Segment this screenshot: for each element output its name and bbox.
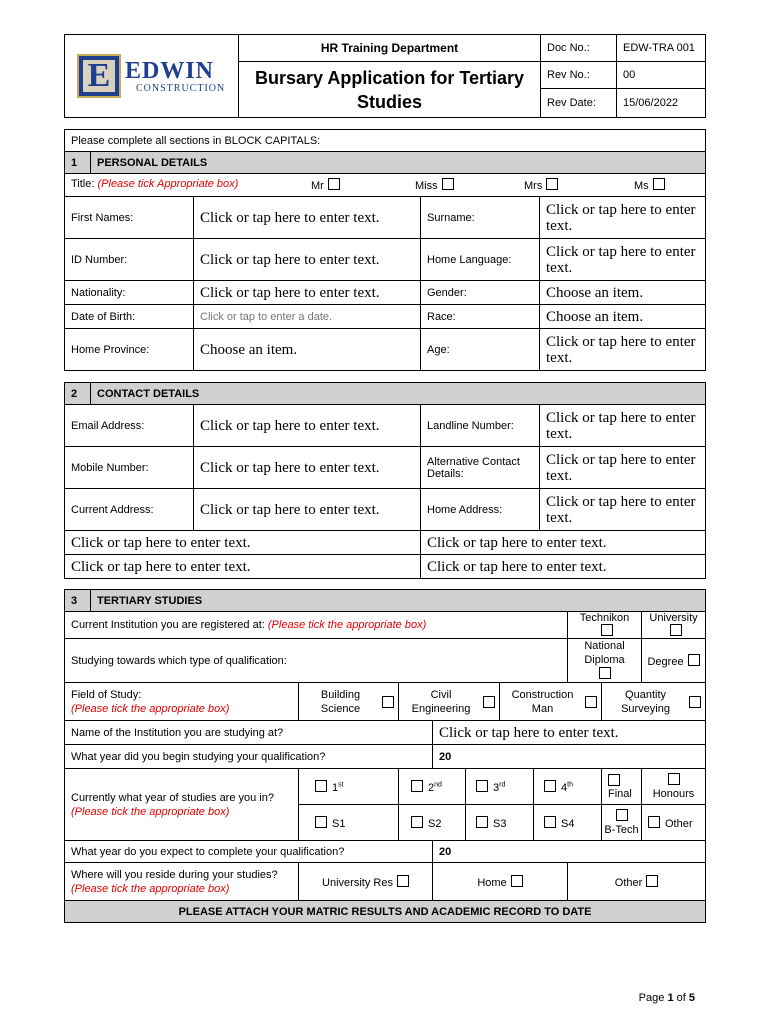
rev-date-value: 15/06/2022 [617,89,706,118]
begin-year-label: What year did you begin studying your qualification? [65,745,433,769]
gender-select[interactable]: Choose an item. [540,281,706,305]
home-address-field[interactable]: Click or tap here to enter text. [540,489,706,531]
first-names-label: First Names: [65,197,194,239]
alt-contact-label: Alternative Contact Details: [421,447,540,489]
complete-year-label: What year do you expect to complete your qualification? [65,841,433,863]
title-note: (Please tick Appropriate box) [97,178,239,190]
field-construction-man[interactable]: Construction Man [500,683,602,721]
section-title: PERSONAL DETAILS [91,152,706,174]
final-checkbox[interactable] [608,774,620,786]
dob-label: Date of Birth: [65,305,194,329]
degree-option[interactable]: Degree [642,639,706,683]
quantity-surveying-checkbox[interactable] [689,696,701,708]
mobile-field[interactable]: Click or tap here to enter text. [194,447,421,489]
tertiary-studies-table [64,589,706,923]
honours-checkbox[interactable] [668,773,680,785]
current-address-field[interactable]: Click or tap here to enter text. [194,489,421,531]
reside-home-option[interactable]: Home [433,863,568,901]
honours-option[interactable]: Honours [642,769,706,805]
year-4-option[interactable]: 4th [534,769,602,805]
technikon-option[interactable]: Technikon [568,612,642,639]
reside-other-option[interactable]: Other [568,863,706,901]
begin-year-field[interactable]: 20 [433,745,706,769]
degree-checkbox[interactable] [688,654,700,666]
institution-name-field[interactable]: Click or tap here to enter text. [433,721,706,745]
other-year-option[interactable]: Other [642,805,706,841]
section-number: 3 [65,590,91,612]
ms-checkbox[interactable] [653,178,665,190]
title-option-miss: Miss [415,180,438,192]
reside-label: Where will you reside during your studies? (Please tick the appropriate box) [65,863,299,901]
field-of-study-label: Field of Study: (Please tick the appropriate box) [65,683,299,721]
department-name: HR Training Department [239,35,541,62]
email-field[interactable]: Click or tap here to enter text. [194,405,421,447]
surname-field[interactable]: Click or tap here to enter text. [540,197,706,239]
race-label: Race: [421,305,540,329]
university-res-checkbox[interactable] [397,875,409,887]
semester-1-option[interactable]: S1 [299,805,399,841]
first-names-field[interactable]: Click or tap here to enter text. [194,197,421,239]
surname-label: Surname: [421,197,540,239]
year-2-checkbox[interactable] [411,780,423,792]
document-title: Bursary Application for Tertiary Studies [239,62,541,118]
rev-no-label: Rev No.: [541,62,617,89]
id-number-field[interactable]: Click or tap here to enter text. [194,239,421,281]
alt-contact-field[interactable]: Click or tap here to enter text. [540,447,706,489]
page-of: of [676,992,686,1004]
university-option[interactable]: University [642,612,706,639]
national-diploma-checkbox[interactable] [599,667,611,679]
nationality-field[interactable]: Click or tap here to enter text. [194,281,421,305]
logo-letter: E [87,57,111,94]
page-label: Page [638,992,665,1004]
home-language-field[interactable]: Click or tap here to enter text. [540,239,706,281]
current-address-label: Current Address: [65,489,194,531]
doc-no-value: EDW-TRA 001 [617,35,706,62]
rev-date-label: Rev Date: [541,89,617,118]
institution-name-label: Name of the Institution you are studying at? [65,721,433,745]
qualification-type-question: Studying towards which type of qualification: [65,639,568,683]
semester-4-option[interactable]: S4 [534,805,602,841]
civil-engineering-checkbox[interactable] [483,696,495,708]
year-1-checkbox[interactable] [315,780,327,792]
university-checkbox[interactable] [670,624,682,636]
year-2-option[interactable]: 2nd [399,769,466,805]
home-province-select[interactable]: Choose an item. [194,329,421,371]
doc-no-label: Doc No.: [541,35,617,62]
logo-subtitle: CONSTRUCTION [136,83,226,94]
mrs-checkbox[interactable] [546,178,558,190]
year-1-option[interactable]: 1st [299,769,399,805]
intro-instruction: Please complete all sections in BLOCK CAPITALS: [65,130,706,152]
building-science-checkbox[interactable] [382,696,394,708]
home-address-line-3[interactable]: Click or tap here to enter text. [421,555,706,579]
logo-name: EDWIN [125,58,215,84]
dob-date-picker[interactable]: Click or tap to enter a date. [194,305,421,329]
miss-checkbox[interactable] [442,178,454,190]
nationality-label: Nationality: [65,281,194,305]
section-number: 1 [65,152,91,174]
s4-checkbox[interactable] [544,816,556,828]
technikon-checkbox[interactable] [601,624,613,636]
other-year-checkbox[interactable] [648,816,660,828]
btech-option[interactable]: B-Tech [602,805,642,841]
field-building-science[interactable]: Building Science [299,683,399,721]
page-number: 1 [667,992,674,1004]
year-3-checkbox[interactable] [476,780,488,792]
final-year-option[interactable]: Final [602,769,642,805]
s3-checkbox[interactable] [476,816,488,828]
company-logo [65,35,239,118]
title-option-mrs: Mrs [524,180,543,192]
contact-details-table [64,382,706,579]
reside-other-checkbox[interactable] [646,875,658,887]
btech-checkbox[interactable] [616,809,628,821]
reside-university-res-option[interactable]: University Res [299,863,433,901]
complete-year-field[interactable]: 20 [433,841,706,863]
title-label: Title: [71,178,95,190]
mr-checkbox[interactable] [328,178,340,190]
national-diploma-option[interactable]: National Diploma [568,639,642,683]
mobile-label: Mobile Number: [65,447,194,489]
home-checkbox[interactable] [511,875,523,887]
current-address-line-3[interactable]: Click or tap here to enter text. [65,555,421,579]
section-title: TERTIARY STUDIES [91,590,706,612]
landline-field[interactable]: Click or tap here to enter text. [540,405,706,447]
current-address-line-2[interactable]: Click or tap here to enter text. [65,531,421,555]
page-total: 5 [688,992,695,1004]
age-label: Age: [421,329,540,371]
landline-label: Landline Number: [421,405,540,447]
race-select[interactable]: Choose an item. [540,305,706,329]
title-row [65,174,706,197]
home-language-label: Home Language: [421,239,540,281]
current-institution-question: Current Institution you are registered at: (Please tick the appropriate box) [65,612,568,639]
home-address-label: Home Address: [421,489,540,531]
title-option-mr: Mr [311,180,324,192]
year-3-option[interactable]: 3rd [466,769,534,805]
id-number-label: ID Number: [65,239,194,281]
personal-details-table [64,129,706,371]
page-footer [639,992,695,1004]
construction-man-checkbox[interactable] [585,696,597,708]
home-address-line-2[interactable]: Click or tap here to enter text. [421,531,706,555]
section-number: 2 [65,383,91,405]
home-province-label: Home Province: [65,329,194,371]
document-header [64,34,706,118]
semester-2-option[interactable]: S2 [399,805,466,841]
title-option-ms: Ms [634,180,649,192]
email-label: Email Address: [65,405,194,447]
attach-documents-note: PLEASE ATTACH YOUR MATRIC RESULTS AND ACADEMIC RECORD TO DATE [65,901,706,923]
age-field[interactable]: Click or tap here to enter text. [540,329,706,371]
rev-no-value: 00 [617,62,706,89]
year-4-checkbox[interactable] [544,780,556,792]
field-quantity-surveying[interactable]: Quantity Surveying [602,683,706,721]
section-title: CONTACT DETAILS [91,383,706,405]
field-civil-engineering[interactable]: Civil Engineering [399,683,500,721]
semester-3-option[interactable]: S3 [466,805,534,841]
current-year-label: Currently what year of studies are you in? (Please tick the appropriate box) [65,769,299,841]
s1-checkbox[interactable] [315,816,327,828]
s2-checkbox[interactable] [411,816,423,828]
gender-label: Gender: [421,281,540,305]
